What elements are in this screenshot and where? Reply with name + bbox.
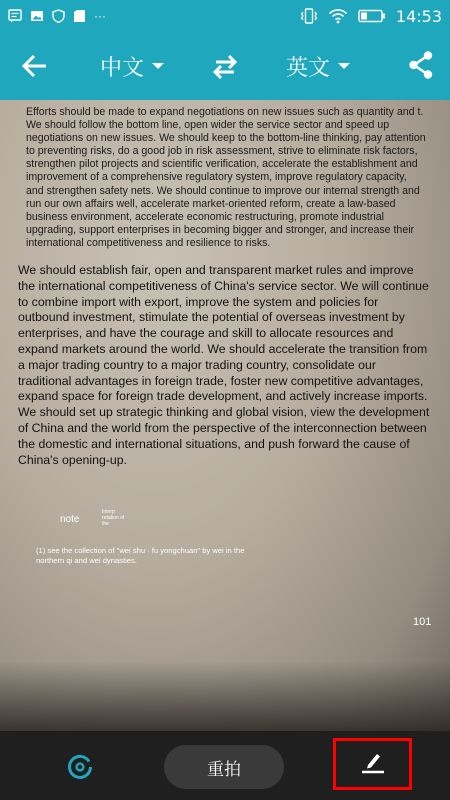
retake-button[interactable]: 重拍 bbox=[164, 745, 284, 789]
source-language-label: 中文 bbox=[100, 55, 145, 81]
battery-icon bbox=[358, 9, 386, 23]
note-label: note bbox=[60, 514, 80, 525]
footnote: (1) see the collection of "wei shu · fu yongchuan" by wei in the northern qi and wei dynasties. bbox=[36, 546, 245, 565]
edit-button[interactable] bbox=[333, 738, 412, 790]
translated-paragraph-2: We should establish fair, open and transparent market rules and improve the international competitiveness of China's service sector. We will continue to combine import with export, improve the system and policies for outbound investment, stimulate the potential of overseas investment by enterprises, and have the courage and skill to allocate resources and expand markets around the world. We should accelerate the transition from a major trading country to a major trading country, consolidate our traditional advantages in foreign trade, foster new competitive advantages, expand space for foreign trade development, and actively increase imports. We should set up strategic thinking and global vision, view the development of China and the world from the perspective of the interconnection between the domestic and international situations, and push forward the cause of China's opening-up. bbox=[18, 263, 430, 467]
share-icon[interactable] bbox=[407, 50, 435, 80]
scan-icon[interactable] bbox=[66, 753, 94, 781]
edit-pencil-icon bbox=[358, 749, 388, 780]
swap-icon[interactable] bbox=[210, 52, 240, 80]
message-icon bbox=[8, 9, 22, 23]
status-bar bbox=[0, 0, 450, 32]
more-icon: ··· bbox=[94, 9, 106, 23]
translated-document-view bbox=[0, 100, 450, 731]
status-time: 14:53 bbox=[395, 6, 442, 26]
note-interpretation: Interp retation of the bbox=[102, 509, 125, 527]
back-arrow-icon[interactable] bbox=[20, 52, 50, 80]
status-bar-right bbox=[300, 7, 442, 26]
chevron-down-icon bbox=[338, 63, 350, 69]
target-language-dropdown[interactable] bbox=[286, 50, 350, 82]
page-number: 101 bbox=[413, 616, 432, 628]
bottom-action-bar bbox=[0, 731, 450, 800]
wifi-icon bbox=[328, 8, 348, 24]
vibrate-icon bbox=[300, 8, 318, 24]
translated-paragraph-1: Efforts should be made to expand negotiations on new issues such as quantity and t. We should follow the bottom line, open wider the service sector and speed up negotiations on new issues. We should keep to the bottom-line thinking, pay attention to preventing risks, do a good job in risk assessment, strive to eliminate risk factors, strengthen pilot projects and scientific verification, accelerate the establishment and improvement of a comprehensive regulatory system, improve regulatory capacity, and strengthen safety nets. We should continue to improve our internal strength and run our own affairs well, accelerate market-oriented reform, create a law-based business environment, accelerate economic restructuring, promote industrial upgrading, support enterprises in becoming bigger and stronger, and increase their international competitiveness and resilience to risks. bbox=[26, 106, 426, 249]
image-icon bbox=[30, 9, 44, 23]
status-bar-left bbox=[8, 9, 106, 23]
target-language-label: 英文 bbox=[286, 55, 331, 81]
card-icon bbox=[73, 9, 86, 23]
top-toolbar bbox=[0, 32, 450, 100]
shield-icon bbox=[52, 9, 65, 23]
chevron-down-icon bbox=[152, 63, 164, 69]
source-language-dropdown[interactable] bbox=[100, 50, 164, 82]
